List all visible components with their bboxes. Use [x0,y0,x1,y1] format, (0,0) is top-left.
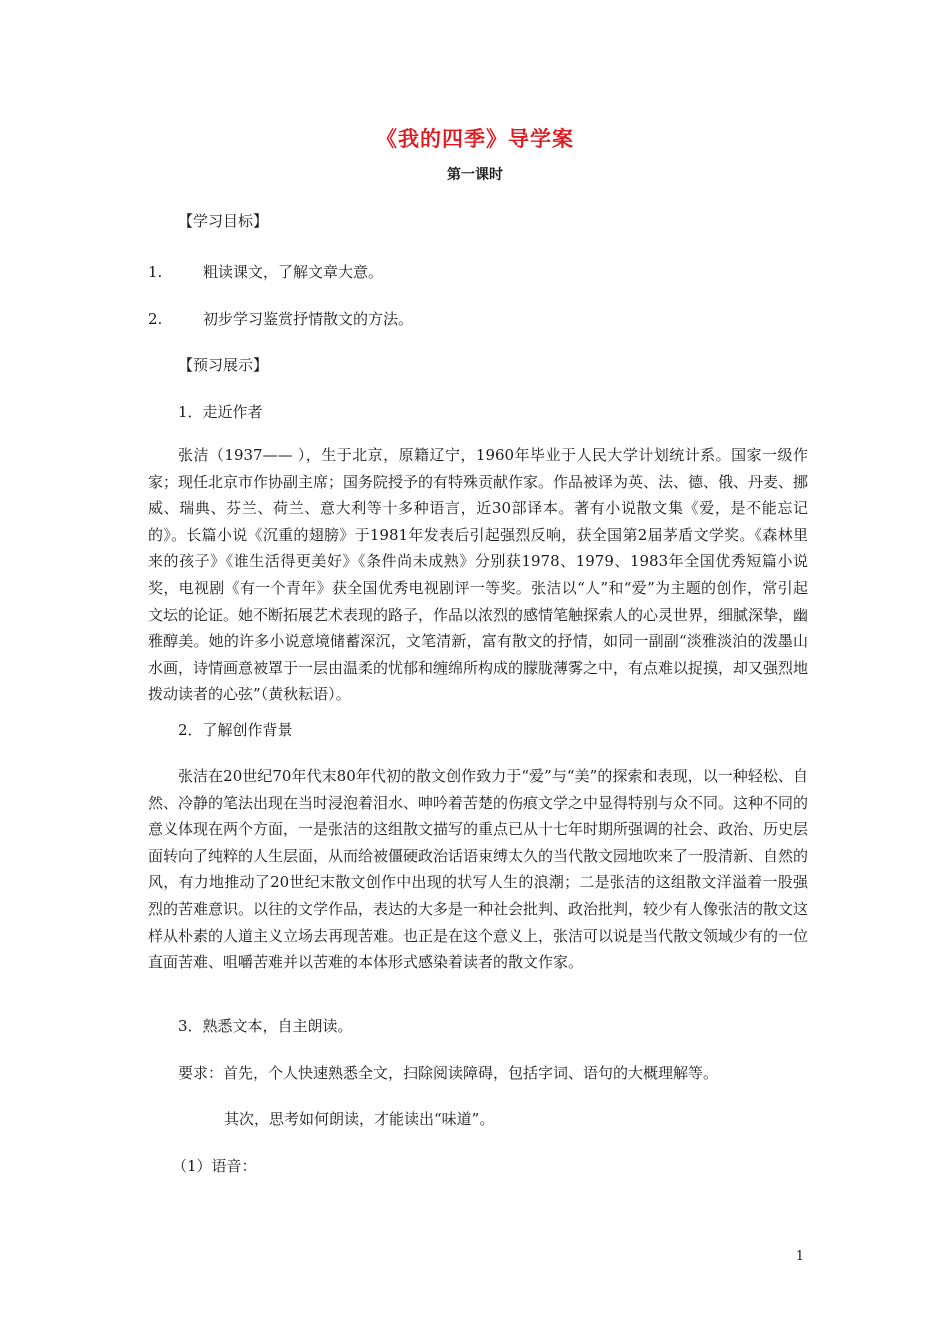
document-title: 《我的四季》导学案 [376,126,574,151]
document-subtitle: 第一课时 [447,167,503,183]
background-heading: 2．了解创作背景 [178,721,293,739]
objective-number: 2. [148,310,163,328]
preview-heading: 【预习展示】 [178,356,269,374]
author-heading: 1．走近作者 [178,403,263,421]
page-number: 1 [795,1249,804,1264]
requirement-second: 其次，思考如何朗读，才能读出“味道”。 [224,1110,495,1128]
pronunciation-label: （1）语音： [172,1157,257,1175]
objective-text: 初步学习鉴赏抒情散文的方法。 [203,310,414,328]
author-paragraph: 张洁（1937—— ），生于北京，原籍辽宁，1960年毕业于人民大学计划统计系。国家一级作家；现任北京市作协副主席；国务院授予的有特殊贡献作家。作品被译为英、法、德、俄、丹麦、挪威、瑞典、芬兰、荷兰、意大利等十多种语言，近30部译本。著有小说散文集《爱，是不能忘记的》。长篇小说《沉重的翅膀》于1981年发表后引起强烈反响，获全国第2届茅盾文学奖。《森林里来的孩子》《谁生活得更美好》《条件尚未成熟》分别获1978、1979、1983年全国优秀短篇小说奖，电视剧《有一个青年》获全国优秀电视剧评一等奖。张洁以“人”和“爱”为主题的创作，常引起文坛的论证。她不断拓展艺术表现的路子，作品以浓烈的感情笔触探索人的心灵世界，细腻深挚，幽雅醇美。她的许多小说意境储蓄深沉，文笔清新，富有散文的抒情，如同一副副“淡雅淡泊的泼墨山水画，诗情画意被罩于一层由温柔的忧郁和缠绵所构成的朦胧薄雾之中，有点难以捉摸，却又强烈地拨动读者的心弦”（黄秋耘语）。 [148,446,809,704]
reading-heading: 3．熟悉文本，自主朗读。 [178,1017,353,1035]
background-paragraph: 张洁在20世纪70年代末80年代初的散文创作致力于“爱”与“美”的探索和表现，以一种轻松、自然、冷静的笔法出现在当时浸泡着泪水、呻吟着苦楚的伤痕文学之中显得特别与众不同。这种不同的意义体现在两个方面，一是张洁的这组散文描写的重点已从十七年时期所强调的社会、政治、历史层面转向了纯粹的人生层面，从而给被僵硬政治话语束缚太久的当代散文园地吹来了一股清新、自然的风，有力地推动了20世纪末散文创作中出现的状写人生的浪潮；二是张洁的这组散文洋溢着一股强烈的苦难意识。以往的文学作品，表达的大多是一种社会批判、政治批判，较少有人像张洁的散文这样从朴素的人道主义立场去再现苦难。也正是在这个意义上，张洁可以说是当代散文领域少有的一位直面苦难、咀嚼苦难并以苦难的本体形式感染着读者的散文作家。 [148,767,809,972]
objectives-heading: 【学习目标】 [178,212,269,230]
objective-item [148,261,383,282]
objective-text: 粗读课文，了解文章大意。 [203,263,384,281]
objective-number: 1. [148,263,163,281]
requirement-first: 要求：首先，个人快速熟悉全文，扫除阅读障碍，包括字词、语句的大概理解等。 [178,1064,719,1082]
objective-item [148,308,413,329]
